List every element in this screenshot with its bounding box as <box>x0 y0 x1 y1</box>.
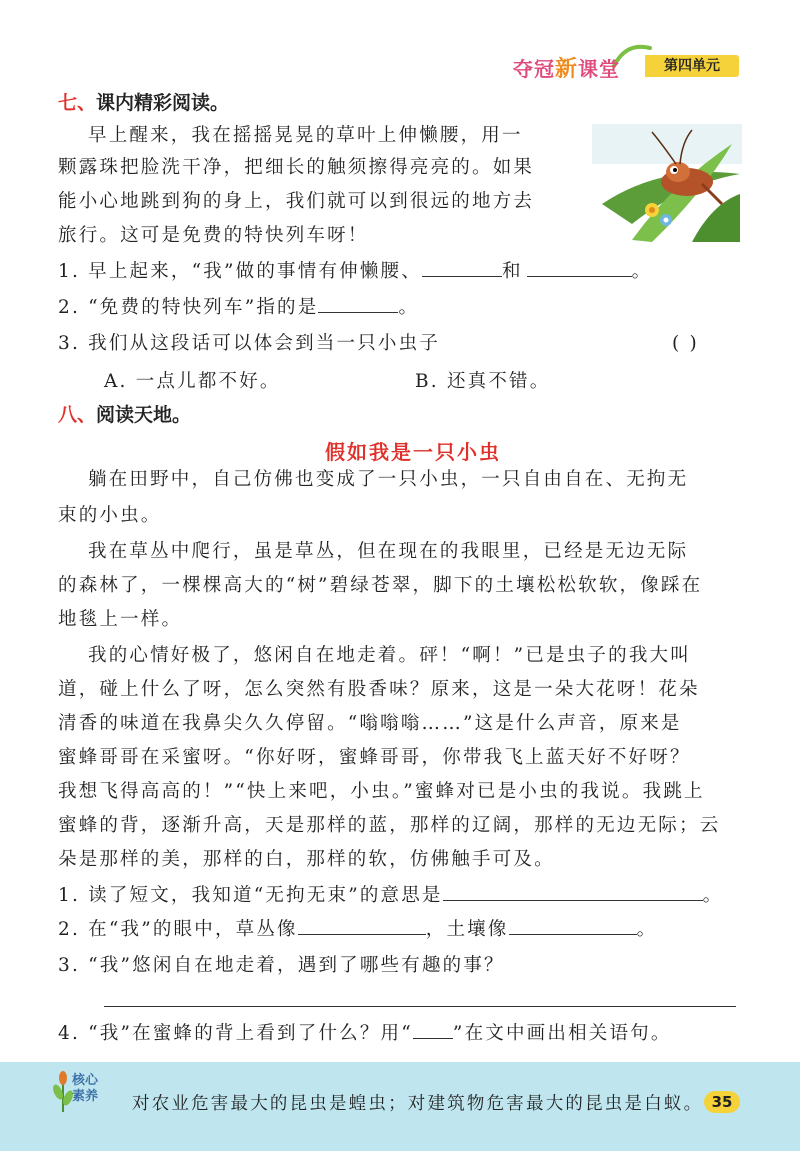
wheat-icon <box>52 1070 74 1112</box>
section8-number: 八、 <box>58 404 97 426</box>
footer-fact: 对农业危害最大的昆虫是蝗虫；对建筑物危害最大的昆虫是白蚁。 <box>132 1094 704 1114</box>
story-line-7: 道，碰上什么了呀，怎么突然有股香味？原来，这是一朵大花呀！花朵 <box>58 679 700 700</box>
s7q3-option-a: A. 一点儿都不好。 <box>104 371 281 392</box>
s8q4-underline-sample <box>413 1018 453 1039</box>
s7q2-text-a: 2. “免费的特快列车”指的是 <box>58 297 319 318</box>
s8q2-text-a: 2. 在“我”的眼中，草丛像 <box>58 919 298 940</box>
section7-heading <box>58 88 229 115</box>
story-line-6: 我的心情好极了，悠闲自在地走着。砰！“啊！”已是虫子的我大叫 <box>88 645 691 666</box>
s8q2-blank-1[interactable] <box>298 914 426 935</box>
section8-q1 <box>58 880 723 912</box>
section7-title: 课内精彩阅读。 <box>96 92 230 114</box>
brand-logo <box>513 52 620 83</box>
story-line-1: 躺在田野中，自己仿佛也变成了一只小虫，一只自由自在、无拘无 <box>88 469 689 490</box>
s8q1-text-a: 1. 读了短文，我知道“无拘无束”的意思是 <box>58 885 443 906</box>
s7q3-answer-paren[interactable]: ( ) <box>672 333 699 354</box>
grasshopper-illustration <box>592 124 742 242</box>
story-line-10: 我想飞得高高的！”“快上来吧，小虫。”蜜蜂对已是小虫的我说。我跳上 <box>58 781 705 802</box>
s7q2-text-b: 。 <box>398 297 420 318</box>
brand-pre: 夺冠 <box>513 57 555 81</box>
section7-number: 七、 <box>58 92 97 114</box>
s8q2-text-b: ，土壤像 <box>425 919 509 940</box>
s7q1-text-a: 1. 早上起来，“我”做的事情有伸懒腰、 <box>58 261 422 282</box>
section7-q1 <box>58 256 652 288</box>
page-number: 35 <box>704 1091 740 1113</box>
story-line-11: 蜜蜂的背，逐渐升高，天是那样的蓝，那样的辽阔，那样的无边无际；云 <box>58 815 721 836</box>
section7-q3: 3. 我们从这段话可以体会到当一只小虫子 <box>58 333 441 354</box>
story-line-9: 蜜蜂哥哥在采蜜呀。“你好呀，蜜蜂哥哥，你带我飞上蓝天好不好呀？ <box>58 747 691 768</box>
s8q4-text-a: 4. “我”在蜜蜂的背上看到了什么？用“ <box>58 1023 413 1044</box>
section7-line-3: 能小心地跳到狗的身上，我们就可以到很远的地方去 <box>58 191 535 212</box>
section8-q3: 3. “我”悠闲自在地走着，遇到了哪些有趣的事？ <box>58 955 505 976</box>
brand-post: 课堂 <box>578 57 621 81</box>
s8q3-answer-line[interactable] <box>104 1006 736 1007</box>
section7-line-1: 早上醒来，我在摇摇晃晃的草叶上伸懒腰，用一 <box>88 125 523 146</box>
s7q1-blank-2[interactable] <box>527 256 632 277</box>
story-line-2: 束的小虫。 <box>58 505 162 526</box>
story-line-3: 我在草丛中爬行，虽是草丛，但在现在的我眼里，已经是无边无际 <box>88 541 689 562</box>
core-label-1: 核心 <box>72 1073 99 1088</box>
story-line-8: 清香的味道在我鼻尖久久停留。“嗡嗡嗡……”这是什么声音，原来是 <box>58 713 682 734</box>
s8q2-blank-2[interactable] <box>509 914 637 935</box>
section8-q4 <box>58 1018 672 1050</box>
section8-heading <box>58 400 191 427</box>
brand-new: 新 <box>555 57 579 82</box>
section7-line-2: 颗露珠把脸洗干净，把细长的触须擦得亮亮的。如果 <box>58 157 535 178</box>
story-line-5: 地毯上一样。 <box>58 609 183 630</box>
section7-q2 <box>58 292 419 324</box>
s8q1-blank[interactable] <box>443 880 703 901</box>
s7q2-blank[interactable] <box>318 292 398 313</box>
core-label-2: 素养 <box>72 1089 99 1104</box>
s7q1-text-b: 和 <box>501 261 523 282</box>
section8-title: 阅读天地。 <box>96 404 192 426</box>
s8q4-text-b: ”在文中画出相关语句。 <box>452 1023 672 1044</box>
section7-line-4: 旅行。这可是免费的特快列车呀！ <box>58 225 369 246</box>
story-title: 假如我是一只小虫 <box>325 440 501 464</box>
s8q2-text-c: 。 <box>636 919 658 940</box>
story-line-4: 的森林了，一棵棵高大的“树”碧绿苍翠，脚下的土壤松松软软，像踩在 <box>58 575 703 596</box>
core-literacy-label <box>72 1073 98 1105</box>
section8-q2 <box>58 914 657 946</box>
s7q1-text-c: 。 <box>631 261 653 282</box>
s7q3-option-b: B. 还真不错。 <box>415 371 551 392</box>
story-line-12: 朵是那样的美，那样的白，那样的软，仿佛触手可及。 <box>58 849 555 870</box>
s7q1-blank-1[interactable] <box>422 256 502 277</box>
s8q1-text-b: 。 <box>702 885 724 906</box>
unit-label: 第四单元 <box>645 55 739 77</box>
